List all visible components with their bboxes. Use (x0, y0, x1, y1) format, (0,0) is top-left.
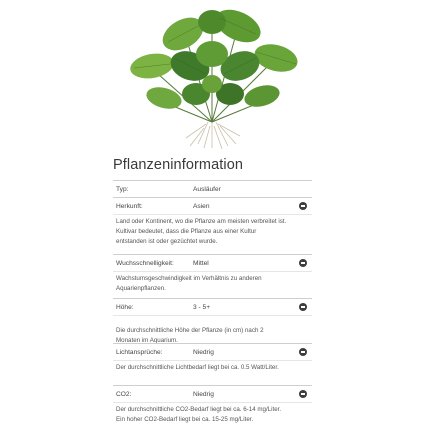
row-header[interactable] (113, 198, 312, 214)
info-row-growth-rate[interactable] (113, 254, 312, 298)
info-row-height[interactable] (113, 298, 312, 343)
collapse-toggle-icon[interactable] (299, 390, 307, 398)
collapse-toggle-icon[interactable] (299, 348, 307, 356)
collapse-toggle-icon[interactable] (299, 303, 307, 311)
row-header[interactable] (113, 299, 312, 315)
row-label: Lichtansprüche: (116, 348, 163, 356)
row-description: Die durchschnittliche Höhe der Pflanze (in cm) nach 2 Monaten im Aquarium. (113, 315, 312, 343)
row-value: Mittel (193, 259, 209, 267)
row-header[interactable] (113, 386, 312, 402)
row-label: Wuchsschnelligkeit: (116, 259, 174, 267)
row-description: Der durchschnittliche Lichtbedarf liegt bei ca. 0.5 Watt/Liter. (113, 360, 312, 385)
row-header[interactable] (113, 255, 312, 271)
info-row-origin[interactable] (113, 197, 312, 254)
collapse-toggle-icon[interactable] (299, 202, 307, 210)
row-value: Niedrig (193, 390, 214, 398)
row-header (113, 181, 312, 197)
row-value: Ausläufer (193, 185, 221, 193)
collapse-toggle-icon[interactable] (299, 259, 307, 267)
row-header[interactable] (113, 344, 312, 360)
info-row-type (113, 180, 312, 197)
plant-info-table (113, 180, 312, 436)
row-value: Asien (193, 202, 210, 210)
row-description: Land oder Kontinent, wo die Pflanze am meisten verbreitet ist. Kultivar bedeutet, dass die Pflanze aus einer Kultur entstanden ist oder gezüchtet wurde. (113, 214, 312, 254)
row-value: Niedrig (193, 348, 214, 356)
row-label: Höhe: (116, 303, 134, 311)
row-label: CO2: (116, 390, 132, 398)
row-description: Wachstumsgeschwindigkeit im Verhältnis zu anderen Aquarienpflanzen. (113, 271, 312, 298)
row-label: Typ: (116, 185, 129, 193)
plant-illustration (128, 4, 302, 150)
section-title: Pflanzeninformation (113, 157, 244, 173)
info-row-co2[interactable] (113, 385, 312, 436)
row-label: Herkunft: (116, 202, 143, 210)
row-value: 3 - 5+ (193, 303, 211, 311)
row-description: Der durchschnittliche CO2-Bedarf liegt bei ca. 6-14 mg/Liter. Ein hoher CO2-Bedarf liegt bei ca. 15-25 mg/Liter. (113, 402, 312, 436)
info-row-light[interactable] (113, 343, 312, 385)
